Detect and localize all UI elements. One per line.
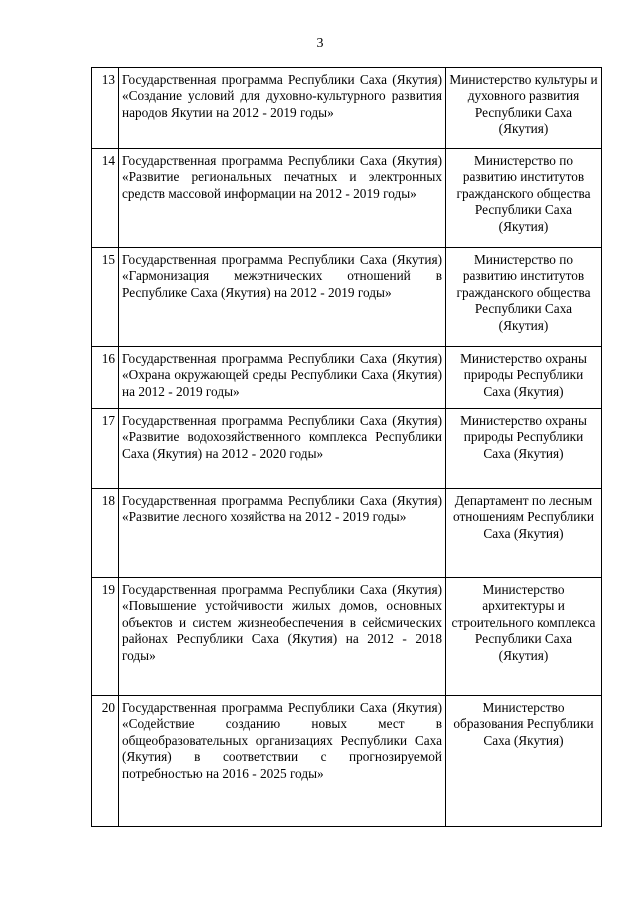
- responsible-body: Министерство по развитию институтов гражданского общества Республики Саха (Якутия): [446, 248, 602, 347]
- program-title: Государственная программа Республики Саха (Якутия) «Гармонизация межэтнических отношений в Республике Саха (Якутия) на 2012 - 2019 годы»: [119, 248, 446, 347]
- table-row: [92, 409, 602, 489]
- program-title: Государственная программа Республики Саха (Якутия) «Развитие региональных печатных и электронных средств массовой информации на 2012 - 2019 годы»: [119, 149, 446, 248]
- responsible-body: Министерство охраны природы Республики Саха (Якутия): [446, 347, 602, 409]
- row-number: 14: [92, 149, 119, 248]
- table-row: [92, 149, 602, 248]
- table-row: [92, 347, 602, 409]
- programs-table: [91, 67, 602, 827]
- responsible-body: Министерство архитектуры и строительного комплекса Республики Саха (Якутия): [446, 578, 602, 696]
- program-title: Государственная программа Республики Саха (Якутия) «Развитие лесного хозяйства на 2012 - 2019 годы»: [119, 489, 446, 578]
- table-row: [92, 248, 602, 347]
- responsible-body: Департамент по лесным отношениям Республики Саха (Якутия): [446, 489, 602, 578]
- program-title: Государственная программа Республики Саха (Якутия) «Повышение устойчивости жилых домов, основных объектов и систем жизнеобеспечения в сейсмических районах Республики Саха (Якутия) на 2012 - 2018 годы»: [119, 578, 446, 696]
- responsible-body: Министерство охраны природы Республики Саха (Якутия): [446, 409, 602, 489]
- row-number: 20: [92, 696, 119, 827]
- program-title: Государственная программа Республики Саха (Якутия) «Охрана окружающей среды Республики Саха (Якутия) на 2012 - 2019 годы»: [119, 347, 446, 409]
- row-number: 18: [92, 489, 119, 578]
- table-row: [92, 68, 602, 149]
- program-title: Государственная программа Республики Саха (Якутия) «Развитие водохозяйственного комплекса Республики Саха (Якутия) на 2012 - 2020 годы»: [119, 409, 446, 489]
- row-number: 19: [92, 578, 119, 696]
- row-number: 17: [92, 409, 119, 489]
- row-number: 13: [92, 68, 119, 149]
- responsible-body: Министерство образования Республики Саха (Якутия): [446, 696, 602, 827]
- page-number: 3: [316, 36, 324, 51]
- table-row: [92, 489, 602, 578]
- program-title: Государственная программа Республики Саха (Якутия) «Создание условий для духовно-культурного развития народов Якутии на 2012 - 2019 годы»: [119, 68, 446, 149]
- row-number: 16: [92, 347, 119, 409]
- row-number: 15: [92, 248, 119, 347]
- responsible-body: Министерство культуры и духовного развития Республики Саха (Якутия): [446, 68, 602, 149]
- table-row: [92, 696, 602, 827]
- table-row: [92, 578, 602, 696]
- responsible-body: Министерство по развитию институтов гражданского общества Республики Саха (Якутия): [446, 149, 602, 248]
- program-title: Государственная программа Республики Саха (Якутия) «Содействие созданию новых мест в общеобразовательных организациях Республики Саха (Якутия) в соответствии с прогнозируемой потребностью на 2016 - 2025 годы»: [119, 696, 446, 827]
